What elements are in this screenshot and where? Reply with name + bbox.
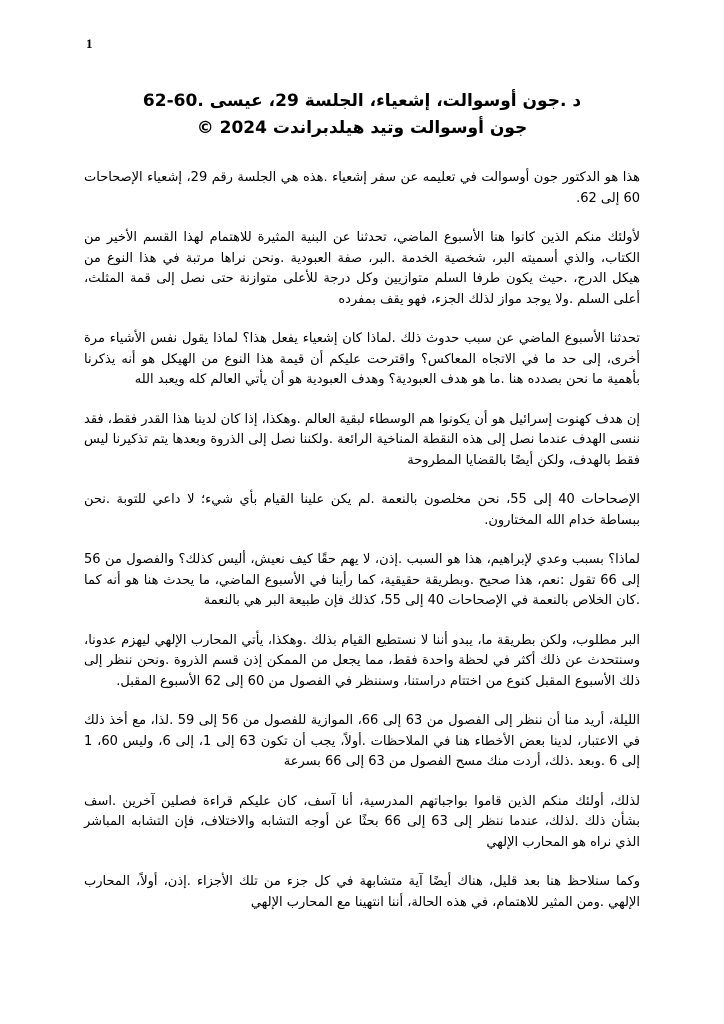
- paragraph-1: هذا هو الدكتور جون أوسوالت في تعليمه عن سفر إشعياء .هذه هي الجلسة رقم 29، إشعياء الإصحاحات 60 إلى 62.: [84, 170, 640, 206]
- page-number: 1: [86, 36, 93, 51]
- title-line-2: جون أوسوالت وتيد هيلدبراندت 2024 ©: [196, 118, 528, 138]
- paragraph-3: تحدثنا الأسبوع الماضي عن سبب حدوث ذلك .لماذا كان إشعياء يفعل هذا؟ لماذا يقول نفس الأشياء مرة أخرى، إلى حد ما في الاتجاه المعاكس؟ واقترحت عليكم أن قيمة هذا النوع من الهيكل هو أنه يذكرنا بأهمية ما نحن بصدده هنا .ما هو هدف العبودية؟ وهدف العبودية هو أن يأتي العالم كله ويعبد الله: [84, 331, 640, 387]
- paragraph-8: الليلة، أريد منا أن ننظر إلى الفصول من 63 إلى 66، الموازية للفصول من 56 إلى 59 .لذا، مع أخذ ذلك في الاعتبار، لدينا بعض الأخطاء هنا في الملاحظات .أولاً، يجب أن تكون 63 إلى 1، إلى 6، وليس 60، 1 إلى 6 .وبعد .ذلك، أردت منك مسح الفصول من 63 إلى 66 بسرعة: [84, 713, 641, 769]
- paragraph-10: وكما سنلاحظ هنا بعد قليل، هناك أيضًا آية متشابهة في كل جزء من تلك الأجزاء .إذن، أولاً، المحارب الإلهي .ومن المثير للاهتمام، في هذه الحالة، أننا انتهينا مع المحارب الإلهي: [84, 874, 640, 910]
- paragraph-2: لأولئك منكم الذين كانوا هنا الأسبوع الماضي، تحدثنا عن البنية المثيرة للاهتمام لهذا القسم الأخير من الكتاب، والذي أسميته البر، شخصية الخدمة .البر، صفة العبودية .ونحن نراها مرتبة في هذا النوع من هيكل الدرج، .حيث يكون طرفا السلم متوازيين وكل درجة للأعلى متوازنة حتى نصل إلى قمة المثلث، أعلى السلم .ولا يوجد مواز لذلك الجزء، فهو يقف بمفرده: [84, 230, 640, 307]
- title-line-1: د .جون أوسوالت، إشعياء، الجلسة 29، عيسى .60-62: [142, 91, 582, 111]
- paragraph-9: لذلك، أولئك منكم الذين قاموا بواجباتهم المدرسية، أنا آسف، كان عليكم قراءة فصلين آخرين .اسف بشأن ذلك .لذلك، عندما ننظر إلى 63 إلى 66 بحثًا عن أوجه التشابه والاختلاف، فإن التشابه المباشر الذي نراه هو المحارب الإلهي: [84, 793, 640, 850]
- paragraph-4: إن هدف كهنوت إسرائيل هو أن يكونوا هم الوسطاء لبقية العالم .وهكذا، إذا كان لدينا هذا القدر فقط، فقد ننسى الهدف عندما نصل إلى هذه النقطة المناخية الرائعة .ولكننا نصل إلى الذروة وبعدها يتم تذكيرنا ليس فقط بالهدف، ولكن أيضًا بالقضايا المطروحة: [84, 411, 640, 468]
- paragraph-6: لماذا؟ بسبب وعدي لإبراهيم، هذا هو السبب .إذن، لا يهم حقًا كيف نعيش، أليس كذلك؟ والفصول من 56 إلى 66 تقول :نعم، هذا صحيح .وبطريقة حقيقية، كما رأينا في الأسبوع الماضي، ما يحدث هنا هو أنه كما .كان الخلاص بالنعمة في الإصحاحات 40 إلى 55، كذلك فإن طبيعة البر هي بالنعمة: [84, 552, 640, 608]
- paragraph-5: الإصحاحات 40 إلى 55، نحن مخلصون بالنعمة .لم يكن علينا القيام بأي شيء؛ لا داعي للتوبة .نحن ببساطة خدام الله المختارون.: [84, 492, 640, 528]
- document-content: [84, 88, 640, 932]
- document-title: [84, 88, 640, 142]
- paragraph-7: البر مطلوب، ولكن بطريقة ما، يبدو أننا لا نستطيع القيام بذلك .وهكذا، يأتي المحارب الإلهي ليهزم عدونا، وسنتحدث عن ذلك أكثر في لحظة واحدة فقط، مما يجعل من الممكن إذن قسم الذروة .ونحن ننظر إلى ذلك الأسبوع المقبل كنوع من اختتام دراستنا، وسننظر في الفصول من 60 إلى 62 الأسبوع المقبل.: [84, 632, 640, 689]
